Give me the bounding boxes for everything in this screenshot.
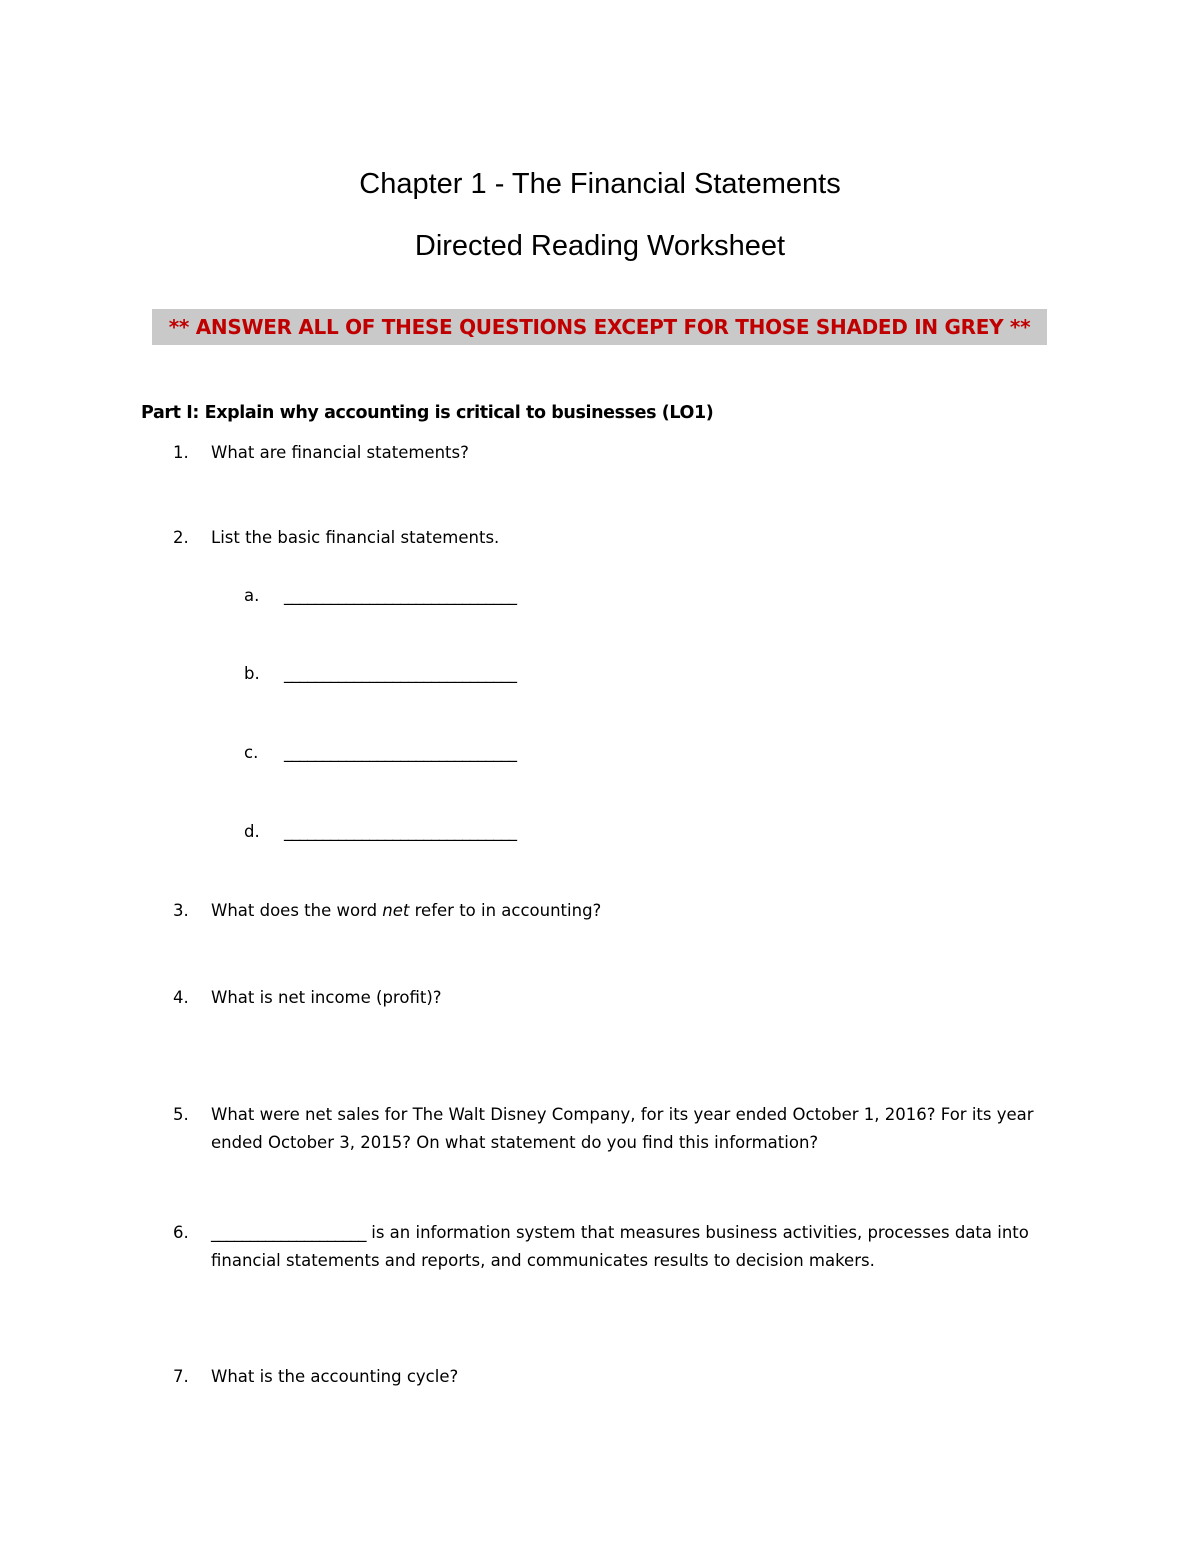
answer-blank[interactable]: ______________________________ xyxy=(284,743,517,762)
emphasis-word: net xyxy=(382,901,410,920)
question-text: ____________________ is an information system that measures business activities, processes data into financial statements and reports, and communicates results to decision makers. xyxy=(211,1223,1029,1270)
answer-blank[interactable]: ______________________________ xyxy=(284,586,517,605)
question-text: What are financial statements? xyxy=(211,443,469,462)
instruction-banner: ** ANSWER ALL OF THESE QUESTIONS EXCEPT FOR THOSE SHADED IN GREY ** xyxy=(152,309,1047,345)
answer-blank[interactable]: ______________________________ xyxy=(284,664,517,683)
answer-blank[interactable]: ____________________ xyxy=(211,1223,366,1242)
question-number: 6. xyxy=(173,1223,189,1242)
question-text: List the basic financial statements. xyxy=(211,528,500,547)
list-letter: b. xyxy=(244,664,260,683)
question-text: What is the accounting cycle? xyxy=(211,1367,459,1386)
question-number: 1. xyxy=(173,443,189,462)
question-text: What were net sales for The Walt Disney Company, for its year ended October 1, 2016? For its year ended October 3, 2015? On what statement do you find this information? xyxy=(211,1105,1034,1152)
question-text: What does the word net refer to in accounting? xyxy=(211,901,602,920)
question-number: 7. xyxy=(173,1367,189,1386)
question-text: What is net income (profit)? xyxy=(211,988,442,1007)
question-number: 5. xyxy=(173,1105,189,1124)
question-number: 2. xyxy=(173,528,189,547)
list-letter: d. xyxy=(244,822,260,841)
worksheet-subtitle: Directed Reading Worksheet xyxy=(414,230,786,262)
answer-blank[interactable]: ______________________________ xyxy=(284,822,517,841)
worksheet-title: Chapter 1 - The Financial Statements xyxy=(359,168,841,200)
question-number: 3. xyxy=(173,901,189,920)
part-heading: Part I: Explain why accounting is critical to businesses (LO1) xyxy=(141,403,714,423)
question-number: 4. xyxy=(173,988,189,1007)
list-letter: c. xyxy=(244,743,259,762)
list-letter: a. xyxy=(244,586,260,605)
